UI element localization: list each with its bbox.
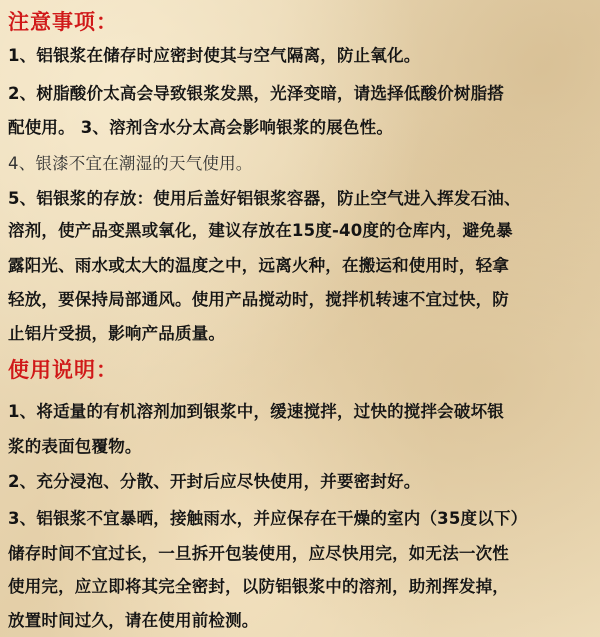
precaution-line: 轻放，要保持局部通风。使用产品搅动时，搅拌机转速不宜过快，防	[8, 290, 509, 309]
precautions-heading: 注意事项：	[8, 10, 118, 34]
instruction-line: 3、铝银浆不宜暴晒，接触雨水，并应保存在干燥的室内（35度以下）	[8, 509, 528, 528]
precaution-line: 溶剂，使产品变黑或氧化，建议存放在15度-40度的仓库内，避免暴	[8, 221, 513, 240]
instructions-heading: 使用说明：	[8, 358, 118, 382]
precaution-line: 4、银漆不宜在潮湿的天气使用。	[8, 154, 253, 173]
instruction-line: 1、将适量的有机溶剂加到银浆中，缓速搅拌，过快的搅拌会破坏银	[8, 402, 504, 421]
precaution-line: 止铝片受损，影响产品质量。	[8, 324, 226, 343]
precaution-line: 配使用。 3、溶剂含水分太高会影响银浆的展色性。	[8, 118, 394, 137]
instruction-line: 2、充分浸泡、分散、开封后应尽快使用，并要密封好。	[8, 472, 421, 491]
precaution-line: 露阳光、雨水或太大的温度之中，远离火种，在搬运和使用时，轻拿	[8, 256, 509, 275]
instruction-line: 浆的表面包覆物。	[8, 437, 142, 456]
instruction-line: 放置时间过久，请在使用前检测。	[8, 611, 259, 630]
instruction-line: 使用完，应立即将其完全密封，以防铝银浆中的溶剂，助剂挥发掉，	[8, 577, 509, 596]
precaution-line: 2、树脂酸价太高会导致银浆发黑，光泽变暗，请选择低酸价树脂搭	[8, 84, 504, 103]
precaution-line: 1、铝银浆在储存时应密封使其与空气隔离，防止氧化。	[8, 46, 421, 65]
precaution-line: 5、铝银浆的存放：使用后盖好铝银浆容器，防止空气进入挥发石油、	[8, 189, 521, 208]
instruction-line: 储存时间不宜过长，一旦拆开包装使用，应尽快用完，如无法一次性	[8, 544, 509, 563]
